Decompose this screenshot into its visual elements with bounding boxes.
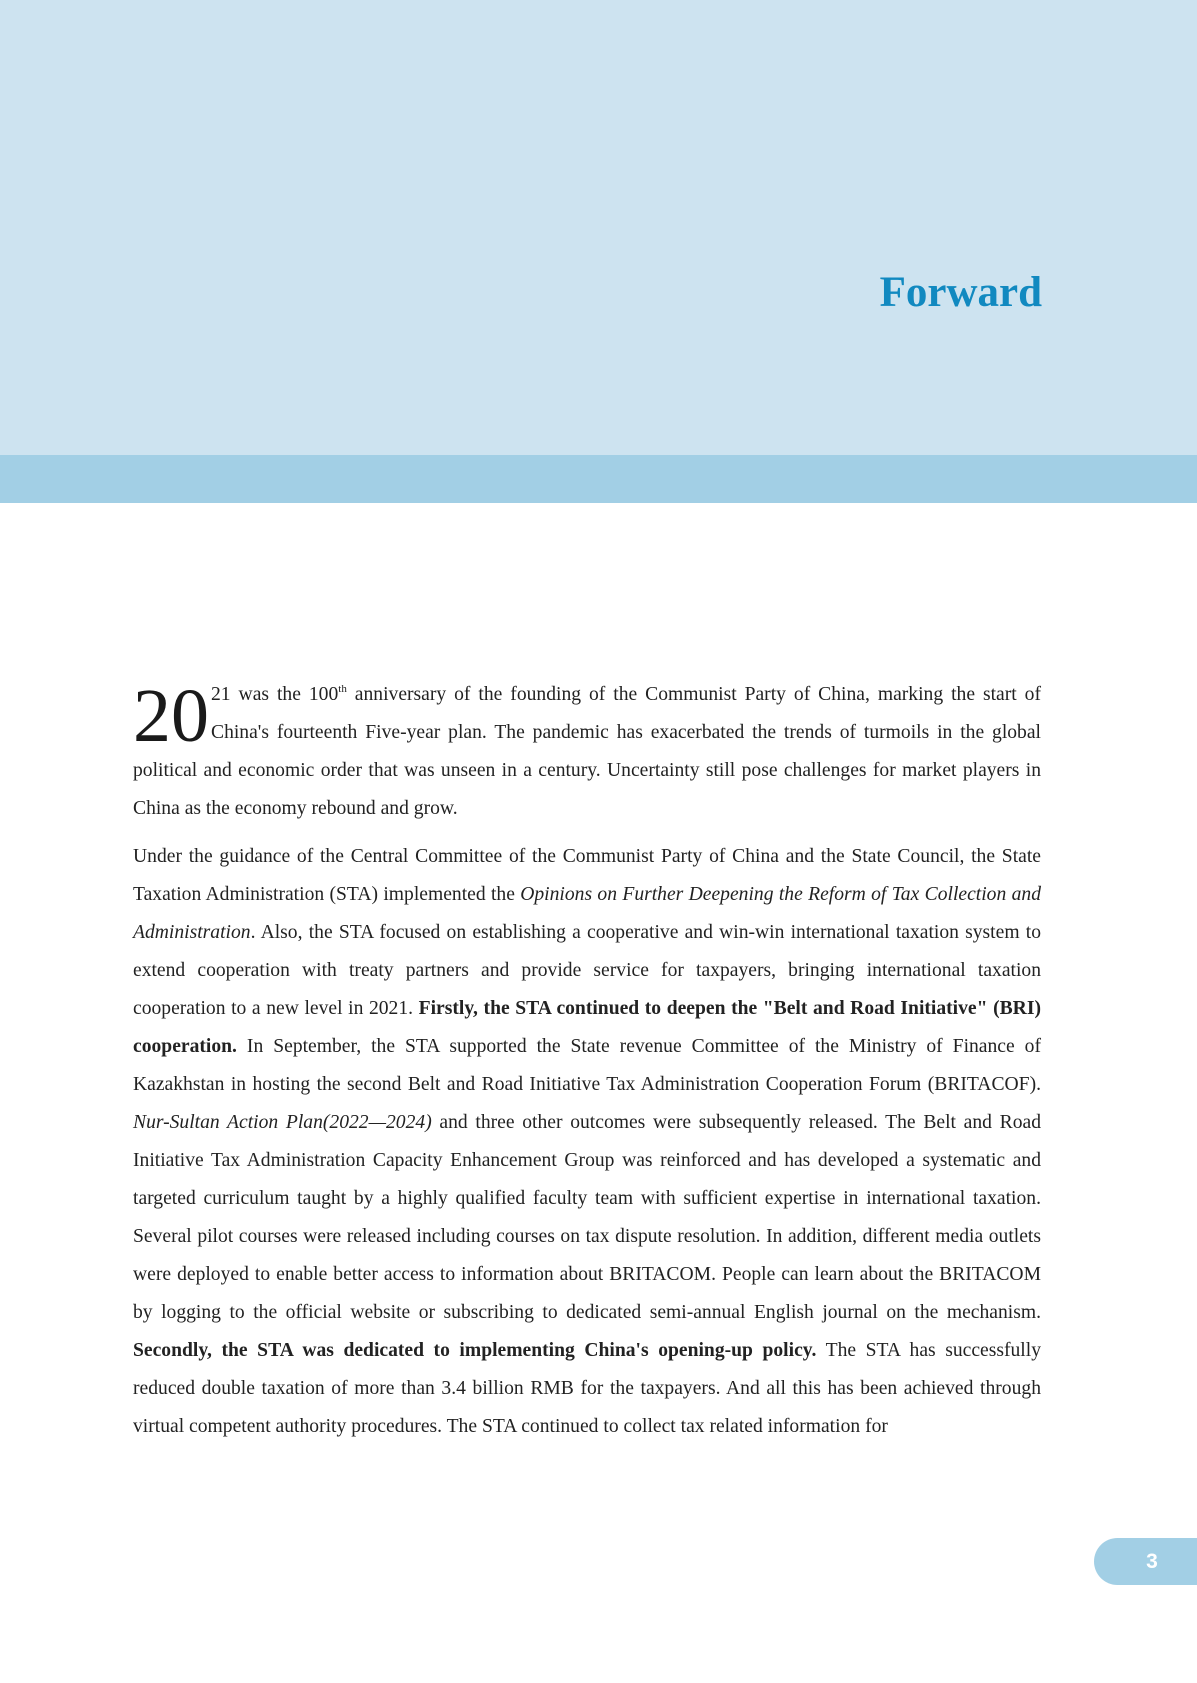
body-text [133,676,1041,1456]
p2-text-3: . Also, the STA focused on establishing a cooperative and win-win international taxation system to extend cooperation with treaty partners and provide service for taxpayers, bringing international taxation cooperation to a new level in 2021. [133,922,1041,1019]
drop-cap: 20 [133,674,209,758]
p2-bold-secondly: Secondly, the STA was dedicated to implementing China's opening-up policy. [133,1340,817,1361]
p2-italic-opinions: Opinions on Further Deepening the Reform of Tax Collection and Administration [133,884,1041,943]
header-stripe [0,455,1197,503]
p2-text-9: The STA has successfully reduced double taxation of more than 3.4 billion RMB for the taxpayers. And all this has been achieved through virtual competent authority procedures. The STA continued to collect tax related information for [133,1340,1041,1437]
p2-bold-firstly: Firstly, the STA continued to deepen the "Belt and Road Initiative" (BRI) cooperation. [133,998,1041,1057]
page-title: Forward [879,269,1042,316]
header-band [0,0,1197,455]
p2-text-5: In September, the STA supported the State revenue Committee of the Ministry of Finance of Kazakhstan in hosting the second Belt and Road Initiative Tax Administration Cooperation Forum (BRITACOF). [133,1036,1041,1095]
p1-rest: anniversary of the founding of the Communist Party of China, marking the start of China's fourteenth Five-year plan. The pandemic has exacerbated the trends of turmoils in the global political and economic order that was unseen in a century. Uncertainty still pose challenges for market players in China as the economy rebound and grow. [133,684,1041,819]
page-number: 3 [1146,1550,1158,1573]
paragraph-2 [133,838,1041,1446]
p1-superscript: th [338,683,347,695]
p2-text-7: and three other outcomes were subsequently released. The Belt and Road Initiative Tax Administration Capacity Enhancement Group was reinforced and has developed a systematic and targeted curriculum taught by a highly qualified faculty team with sufficient expertise in international taxation. Several pilot courses were released including courses on tax dispute resolution. In addition, different media outlets were deployed to enable better access to information about BRITACOM. People can learn about the BRITACOM by logging to the official website or subscribing to dedicated semi-annual English journal on the mechanism. [133,1112,1041,1323]
p1-lead: 21 was the 100 [211,684,339,705]
p2-text-1: Under the guidance of the Central Committee of the Communist Party of China and the State Council, the State Taxation Administration (STA) implemented the [133,846,1041,905]
paragraph-1 [133,676,1041,828]
p2-italic-action-plan: Nur-Sultan Action Plan(2022—2024) [133,1112,432,1133]
